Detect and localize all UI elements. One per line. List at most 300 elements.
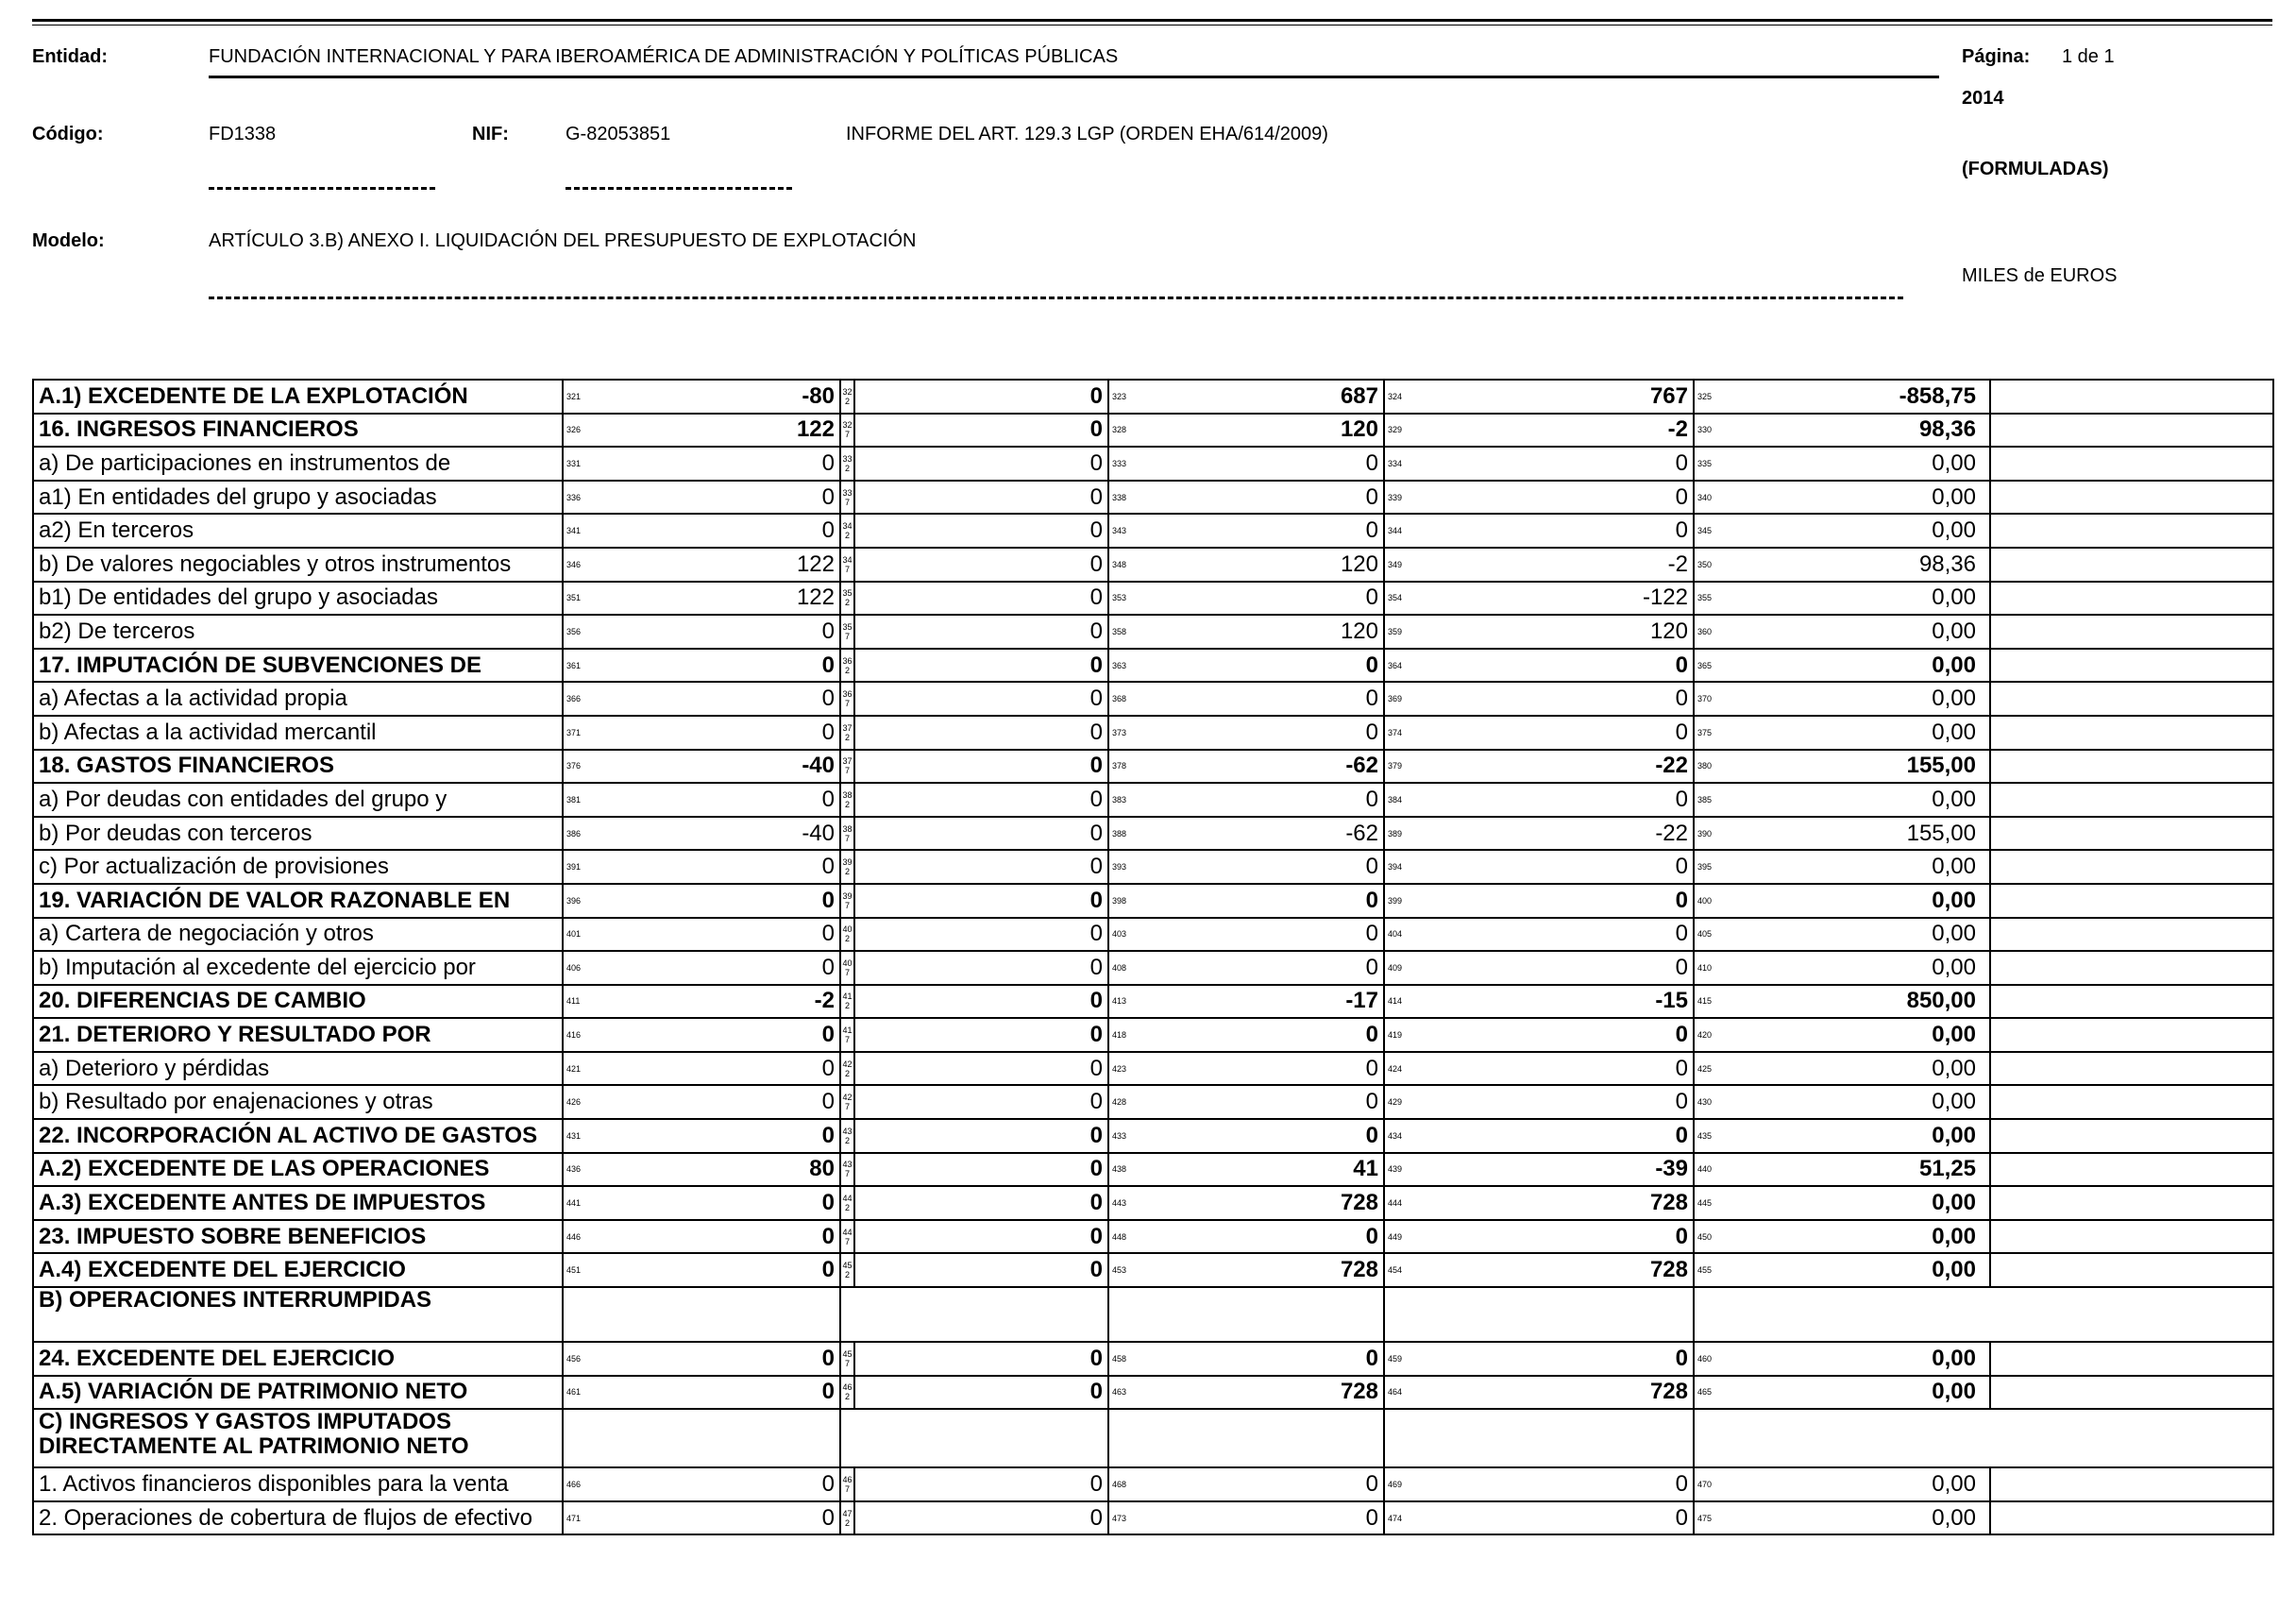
cell-code: 431: [563, 1119, 599, 1153]
cell-value: -80: [599, 380, 840, 414]
liquidation-table: [32, 379, 2274, 1535]
code-digits: 43: [842, 1160, 853, 1170]
code-digits: 7: [844, 766, 850, 776]
cell-code: 371: [563, 716, 599, 750]
code-digits: 43: [842, 1126, 853, 1136]
code-digits: 40: [842, 924, 853, 935]
code-digits: 7: [844, 1236, 850, 1246]
cell-code: 391: [563, 850, 599, 884]
cell-code: 363: [1108, 649, 1145, 683]
row-label: A.2) EXCEDENTE DE LAS OPERACIONES: [33, 1153, 563, 1187]
cell-code: 323: [1108, 380, 1145, 414]
empty-cell: [1990, 1220, 2273, 1254]
cell-code: 393: [1108, 850, 1145, 884]
cell-value: 0: [854, 447, 1108, 481]
table-row: [33, 850, 2273, 884]
cell-value: 0: [1145, 1119, 1384, 1153]
row-label: 19. VARIACIÓN DE VALOR RAZONABLE EN: [33, 884, 563, 918]
cell-value: 122: [599, 548, 840, 582]
cell-value: 0: [1145, 1018, 1384, 1052]
cell-code: 474: [1384, 1501, 1421, 1535]
cell-value: -122: [1421, 582, 1694, 616]
cell-code: 466: [563, 1467, 599, 1501]
empty-cell: [1990, 1052, 2273, 1086]
cell-value: 0: [1421, 649, 1694, 683]
table-row: [33, 514, 2273, 548]
row-label: A.3) EXCEDENTE ANTES DE IMPUESTOS: [33, 1186, 563, 1220]
cell-amount: 0,00: [1730, 850, 1990, 884]
empty-cell: [1990, 1085, 2273, 1119]
cell-code: 415: [1694, 985, 1730, 1019]
code-digits: 37: [842, 722, 853, 733]
cell-code: 460: [1694, 1342, 1730, 1376]
cell-value: 0: [1421, 783, 1694, 817]
cell-value: 0: [1145, 582, 1384, 616]
cell-value: 0: [1145, 481, 1384, 515]
empty-cell: [1694, 1409, 2273, 1467]
cell-code: 399: [1384, 884, 1421, 918]
code-digits: 2: [844, 1068, 850, 1078]
code-digits: 2: [844, 934, 850, 944]
cell-value: 0: [1421, 1119, 1694, 1153]
cell-value: 0: [599, 514, 840, 548]
code-digits: 42: [842, 1059, 853, 1069]
cell-value: 0: [854, 918, 1108, 952]
code-digits: 2: [844, 463, 850, 473]
empty-cell: [1990, 1501, 2273, 1535]
cell-code: 370: [1694, 682, 1730, 716]
empty-cell: [1990, 750, 2273, 784]
cell-value: 0: [854, 380, 1108, 414]
cell-code: 444: [1384, 1186, 1421, 1220]
code-digits: 2: [844, 1270, 850, 1280]
cell-code: 325: [1694, 380, 1730, 414]
code-digits: 7: [844, 1358, 850, 1368]
cell-value: 120: [1421, 615, 1694, 649]
empty-cell: [1108, 1287, 1384, 1342]
cell-code: 438: [1108, 1153, 1145, 1187]
code-digits: 7: [844, 564, 850, 574]
cell-amount: 51,25: [1730, 1153, 1990, 1187]
cell-code-stacked: [840, 884, 854, 918]
code-digits: 2: [844, 665, 850, 675]
cell-code-stacked: [840, 918, 854, 952]
cell-value: -39: [1421, 1153, 1694, 1187]
cell-value: 0: [1421, 1018, 1694, 1052]
cell-amount: 98,36: [1730, 548, 1990, 582]
cell-value: 120: [1145, 414, 1384, 448]
cell-amount: 0,00: [1730, 884, 1990, 918]
row-label: a) Por deudas con entidades del grupo y: [33, 783, 563, 817]
cell-value: 0: [854, 1342, 1108, 1376]
table-row: [33, 985, 2273, 1019]
cell-code: 448: [1108, 1220, 1145, 1254]
cell-code: 416: [563, 1018, 599, 1052]
codigo-label: Código:: [32, 124, 104, 144]
cell-code: 385: [1694, 783, 1730, 817]
cell-code: 405: [1694, 918, 1730, 952]
empty-cell: [1990, 1153, 2273, 1187]
empty-cell: [1990, 649, 2273, 683]
cell-amount: 0,00: [1730, 649, 1990, 683]
cell-value: 0: [1421, 514, 1694, 548]
cell-code: 410: [1694, 951, 1730, 985]
cell-code: 469: [1384, 1467, 1421, 1501]
cell-code: 458: [1108, 1342, 1145, 1376]
cell-amount: 0,00: [1730, 1253, 1990, 1287]
cell-value: -62: [1145, 817, 1384, 851]
entidad-underline: [209, 76, 1939, 78]
table-row: [33, 481, 2273, 515]
cell-value: 0: [854, 951, 1108, 985]
row-label: a) Afectas a la actividad propia: [33, 682, 563, 716]
cell-code: 364: [1384, 649, 1421, 683]
cell-code: 464: [1384, 1376, 1421, 1410]
modelo-dashed-line: [209, 297, 1903, 299]
cell-code: 409: [1384, 951, 1421, 985]
table-row: [33, 615, 2273, 649]
cell-value: 0: [854, 1220, 1108, 1254]
code-digits: 2: [844, 1135, 850, 1145]
cell-code: 468: [1108, 1467, 1145, 1501]
cell-code-stacked: [840, 817, 854, 851]
cell-code: 440: [1694, 1153, 1730, 1187]
cell-code-stacked: [840, 481, 854, 515]
cell-code: 419: [1384, 1018, 1421, 1052]
cell-code: 470: [1694, 1467, 1730, 1501]
empty-cell: [1990, 1376, 2273, 1410]
row-label: A.1) EXCEDENTE DE LA EXPLOTACIÓN: [33, 380, 563, 414]
empty-cell: [1990, 716, 2273, 750]
cell-code-stacked: [840, 1153, 854, 1187]
cell-code: 445: [1694, 1186, 1730, 1220]
empty-cell: [1990, 1253, 2273, 1287]
table-row: [33, 817, 2273, 851]
cell-code: 463: [1108, 1376, 1145, 1410]
cell-code: 353: [1108, 582, 1145, 616]
code-digits: 39: [842, 857, 853, 868]
table-row: [33, 1253, 2273, 1287]
code-digits: 2: [844, 1392, 850, 1402]
cell-code: 383: [1108, 783, 1145, 817]
table-row: [33, 414, 2273, 448]
cell-amount: 0,00: [1730, 918, 1990, 952]
table-row: [33, 1342, 2273, 1376]
cell-amount: 850,00: [1730, 985, 1990, 1019]
code-digits: 7: [844, 833, 850, 843]
cell-amount: 155,00: [1730, 817, 1990, 851]
empty-cell: [1108, 1409, 1384, 1467]
cell-value: 0: [854, 1119, 1108, 1153]
nif-label: NIF:: [472, 124, 509, 144]
cell-value: -22: [1421, 817, 1694, 851]
cell-code: 465: [1694, 1376, 1730, 1410]
table-row: [33, 918, 2273, 952]
row-label: a) De participaciones en instrumentos de: [33, 447, 563, 481]
cell-value: 0: [854, 783, 1108, 817]
table-row: [33, 1153, 2273, 1187]
cell-code: 430: [1694, 1085, 1730, 1119]
empty-cell: [1990, 1186, 2273, 1220]
cell-code: 386: [563, 817, 599, 851]
cell-amount: 0,00: [1730, 1501, 1990, 1535]
cell-code: 451: [563, 1253, 599, 1287]
cell-value: 0: [854, 1253, 1108, 1287]
empty-cell: [840, 1287, 1108, 1342]
cell-code-stacked: [840, 582, 854, 616]
entidad-value: FUNDACIÓN INTERNACIONAL Y PARA IBEROAMÉRICA DE ADMINISTRACIÓN Y POLÍTICAS PÚBLICAS: [209, 46, 1119, 67]
cell-code: 453: [1108, 1253, 1145, 1287]
cell-value: 41: [1145, 1153, 1384, 1187]
cell-value: -22: [1421, 750, 1694, 784]
cell-value: 0: [1421, 1342, 1694, 1376]
codigo-value: FD1338: [209, 124, 277, 144]
cell-value: 0: [854, 481, 1108, 515]
empty-cell: [1990, 951, 2273, 985]
cell-code: 436: [563, 1153, 599, 1187]
cell-value: -2: [1421, 414, 1694, 448]
cell-value: 0: [599, 951, 840, 985]
cell-value: 122: [599, 414, 840, 448]
cell-code: 379: [1384, 750, 1421, 784]
cell-code-stacked: [840, 1119, 854, 1153]
cell-value: 0: [854, 414, 1108, 448]
cell-amount: 98,36: [1730, 414, 1990, 448]
cell-value: 0: [1145, 1342, 1384, 1376]
empty-cell: [1990, 985, 2273, 1019]
cell-value: 0: [1421, 918, 1694, 952]
cell-value: 0: [599, 850, 840, 884]
cell-value: 0: [854, 582, 1108, 616]
code-digits: 34: [842, 521, 853, 532]
empty-cell: [1990, 582, 2273, 616]
cell-code: 434: [1384, 1119, 1421, 1153]
cell-value: 0: [854, 750, 1108, 784]
empty-cell: [563, 1409, 840, 1467]
cell-code-stacked: [840, 850, 854, 884]
cell-amount: 0,00: [1730, 716, 1990, 750]
cell-code: 369: [1384, 682, 1421, 716]
cell-value: 0: [599, 682, 840, 716]
cell-value: 0: [1145, 850, 1384, 884]
cell-value: 0: [1421, 447, 1694, 481]
code-digits: 33: [842, 487, 853, 498]
code-digits: 46: [842, 1475, 853, 1485]
row-label: b) Por deudas con terceros: [33, 817, 563, 851]
cell-value: 0: [599, 1376, 840, 1410]
table-row: [33, 1467, 2273, 1501]
cell-code: 473: [1108, 1501, 1145, 1535]
cell-value: 80: [599, 1153, 840, 1187]
modelo-value: ARTÍCULO 3.B) ANEXO I. LIQUIDACIÓN DEL PRESUPUESTO DE EXPLOTACIÓN: [209, 230, 917, 251]
code-digits: 37: [842, 756, 853, 767]
code-digits: 33: [842, 453, 853, 464]
code-digits: 7: [844, 967, 850, 977]
code-digits: 34: [842, 554, 853, 565]
code-digits: 2: [844, 396, 850, 406]
cell-code: 413: [1108, 985, 1145, 1019]
code-digits: 2: [844, 1517, 850, 1528]
cell-value: 0: [599, 1018, 840, 1052]
table-row: [33, 1119, 2273, 1153]
table-row: [33, 447, 2273, 481]
cell-amount: 0,00: [1730, 951, 1990, 985]
cell-amount: 155,00: [1730, 750, 1990, 784]
cell-value: 0: [1421, 884, 1694, 918]
empty-cell: [1990, 1119, 2273, 1153]
codigo-dashed-line: [209, 187, 435, 190]
cell-amount: 0,00: [1730, 615, 1990, 649]
row-label: A.4) EXCEDENTE DEL EJERCICIO: [33, 1253, 563, 1287]
cell-code: 334: [1384, 447, 1421, 481]
cell-value: 0: [854, 884, 1108, 918]
cell-code: 350: [1694, 548, 1730, 582]
cell-code-stacked: [840, 514, 854, 548]
cell-value: 0: [599, 1052, 840, 1086]
table-row: [33, 884, 2273, 918]
cell-value: 728: [1421, 1376, 1694, 1410]
cell-value: 0: [1421, 1052, 1694, 1086]
cell-code-stacked: [840, 783, 854, 817]
cell-code: 331: [563, 447, 599, 481]
table-row: [33, 1409, 2273, 1467]
cell-amount: -858,75: [1730, 380, 1990, 414]
table-row: [33, 1220, 2273, 1254]
cell-code: 328: [1108, 414, 1145, 448]
row-label: b) De valores negociables y otros instrumentos: [33, 548, 563, 582]
cell-value: 0: [1145, 1501, 1384, 1535]
cell-code: 421: [563, 1052, 599, 1086]
code-digits: 44: [842, 1194, 853, 1204]
cell-value: 0: [854, 1018, 1108, 1052]
code-digits: 7: [844, 699, 850, 709]
empty-cell: [1990, 1018, 2273, 1052]
cell-code-stacked: [840, 1467, 854, 1501]
cell-code: 455: [1694, 1253, 1730, 1287]
cell-value: 0: [1145, 682, 1384, 716]
cell-code: 388: [1108, 817, 1145, 851]
cell-code: 345: [1694, 514, 1730, 548]
table-row: [33, 1501, 2273, 1535]
cell-code: 339: [1384, 481, 1421, 515]
cell-code: 341: [563, 514, 599, 548]
cell-amount: 0,00: [1730, 481, 1990, 515]
cell-code: 366: [563, 682, 599, 716]
cell-value: 0: [1145, 951, 1384, 985]
code-digits: 7: [844, 430, 850, 440]
code-digits: 36: [842, 689, 853, 700]
cell-amount: 0,00: [1730, 783, 1990, 817]
cell-code: 439: [1384, 1153, 1421, 1187]
cell-value: 0: [1145, 783, 1384, 817]
code-digits: 41: [842, 1025, 853, 1036]
code-digits: 7: [844, 1169, 850, 1179]
cell-value: 0: [854, 682, 1108, 716]
cell-code: 389: [1384, 817, 1421, 851]
table-row: [33, 750, 2273, 784]
code-digits: 41: [842, 991, 853, 1002]
cell-value: 0: [854, 716, 1108, 750]
code-digits: 7: [844, 1484, 850, 1495]
cell-code: 373: [1108, 716, 1145, 750]
cell-value: 0: [854, 649, 1108, 683]
cell-value: -2: [1421, 548, 1694, 582]
cell-value: 0: [599, 447, 840, 481]
cell-code-stacked: [840, 1342, 854, 1376]
nif-value: G-82053851: [566, 124, 671, 144]
cell-value: 0: [1421, 1467, 1694, 1501]
cell-code: 426: [563, 1085, 599, 1119]
cell-value: 0: [854, 615, 1108, 649]
empty-cell: [1990, 548, 2273, 582]
cell-value: 0: [1145, 1052, 1384, 1086]
empty-cell: [1990, 918, 2273, 952]
cell-code: 423: [1108, 1052, 1145, 1086]
row-label: A.5) VARIACIÓN DE PATRIMONIO NETO: [33, 1376, 563, 1410]
cell-code-stacked: [840, 649, 854, 683]
cell-code: 356: [563, 615, 599, 649]
code-digits: 7: [844, 1102, 850, 1112]
code-digits: 7: [844, 631, 850, 641]
cell-code: 435: [1694, 1119, 1730, 1153]
code-digits: 42: [842, 1093, 853, 1103]
empty-cell: [1990, 783, 2273, 817]
cell-code: 374: [1384, 716, 1421, 750]
cell-value: 0: [1421, 1220, 1694, 1254]
cell-code: 424: [1384, 1052, 1421, 1086]
cell-code-stacked: [840, 1018, 854, 1052]
table-row: [33, 582, 2273, 616]
cell-code: 428: [1108, 1085, 1145, 1119]
cell-code: 384: [1384, 783, 1421, 817]
cell-value: 728: [1145, 1186, 1384, 1220]
cell-value: 728: [1145, 1253, 1384, 1287]
cell-code-stacked: [840, 1052, 854, 1086]
row-label: a) Deterioro y pérdidas: [33, 1052, 563, 1086]
cell-value: 0: [1421, 481, 1694, 515]
cell-code: 401: [563, 918, 599, 952]
cell-code: 338: [1108, 481, 1145, 515]
code-digits: 40: [842, 958, 853, 968]
row-label: 20. DIFERENCIAS DE CAMBIO: [33, 985, 563, 1019]
cell-value: 0: [599, 1342, 840, 1376]
cell-amount: 0,00: [1730, 1467, 1990, 1501]
cell-value: 0: [599, 1501, 840, 1535]
cell-value: 0: [854, 1186, 1108, 1220]
cell-amount: 0,00: [1730, 1085, 1990, 1119]
cell-code: 403: [1108, 918, 1145, 952]
cell-code: 333: [1108, 447, 1145, 481]
cell-code-stacked: [840, 1186, 854, 1220]
code-digits: 2: [844, 531, 850, 541]
nif-dashed-line: [566, 187, 792, 190]
cell-amount: 0,00: [1730, 1186, 1990, 1220]
cell-value: 728: [1421, 1253, 1694, 1287]
cell-amount: 0,00: [1730, 1018, 1990, 1052]
cell-code: 449: [1384, 1220, 1421, 1254]
cell-value: 0: [1145, 649, 1384, 683]
code-digits: 2: [844, 732, 850, 742]
empty-cell: [1990, 850, 2273, 884]
empty-cell: [1384, 1287, 1694, 1342]
informe-title: INFORME DEL ART. 129.3 LGP (ORDEN EHA/614/2009): [846, 124, 1328, 144]
cell-code: 420: [1694, 1018, 1730, 1052]
cell-code: 365: [1694, 649, 1730, 683]
cell-value: 0: [599, 1085, 840, 1119]
empty-cell: [840, 1409, 1108, 1467]
cell-code: 395: [1694, 850, 1730, 884]
cell-code: 330: [1694, 414, 1730, 448]
